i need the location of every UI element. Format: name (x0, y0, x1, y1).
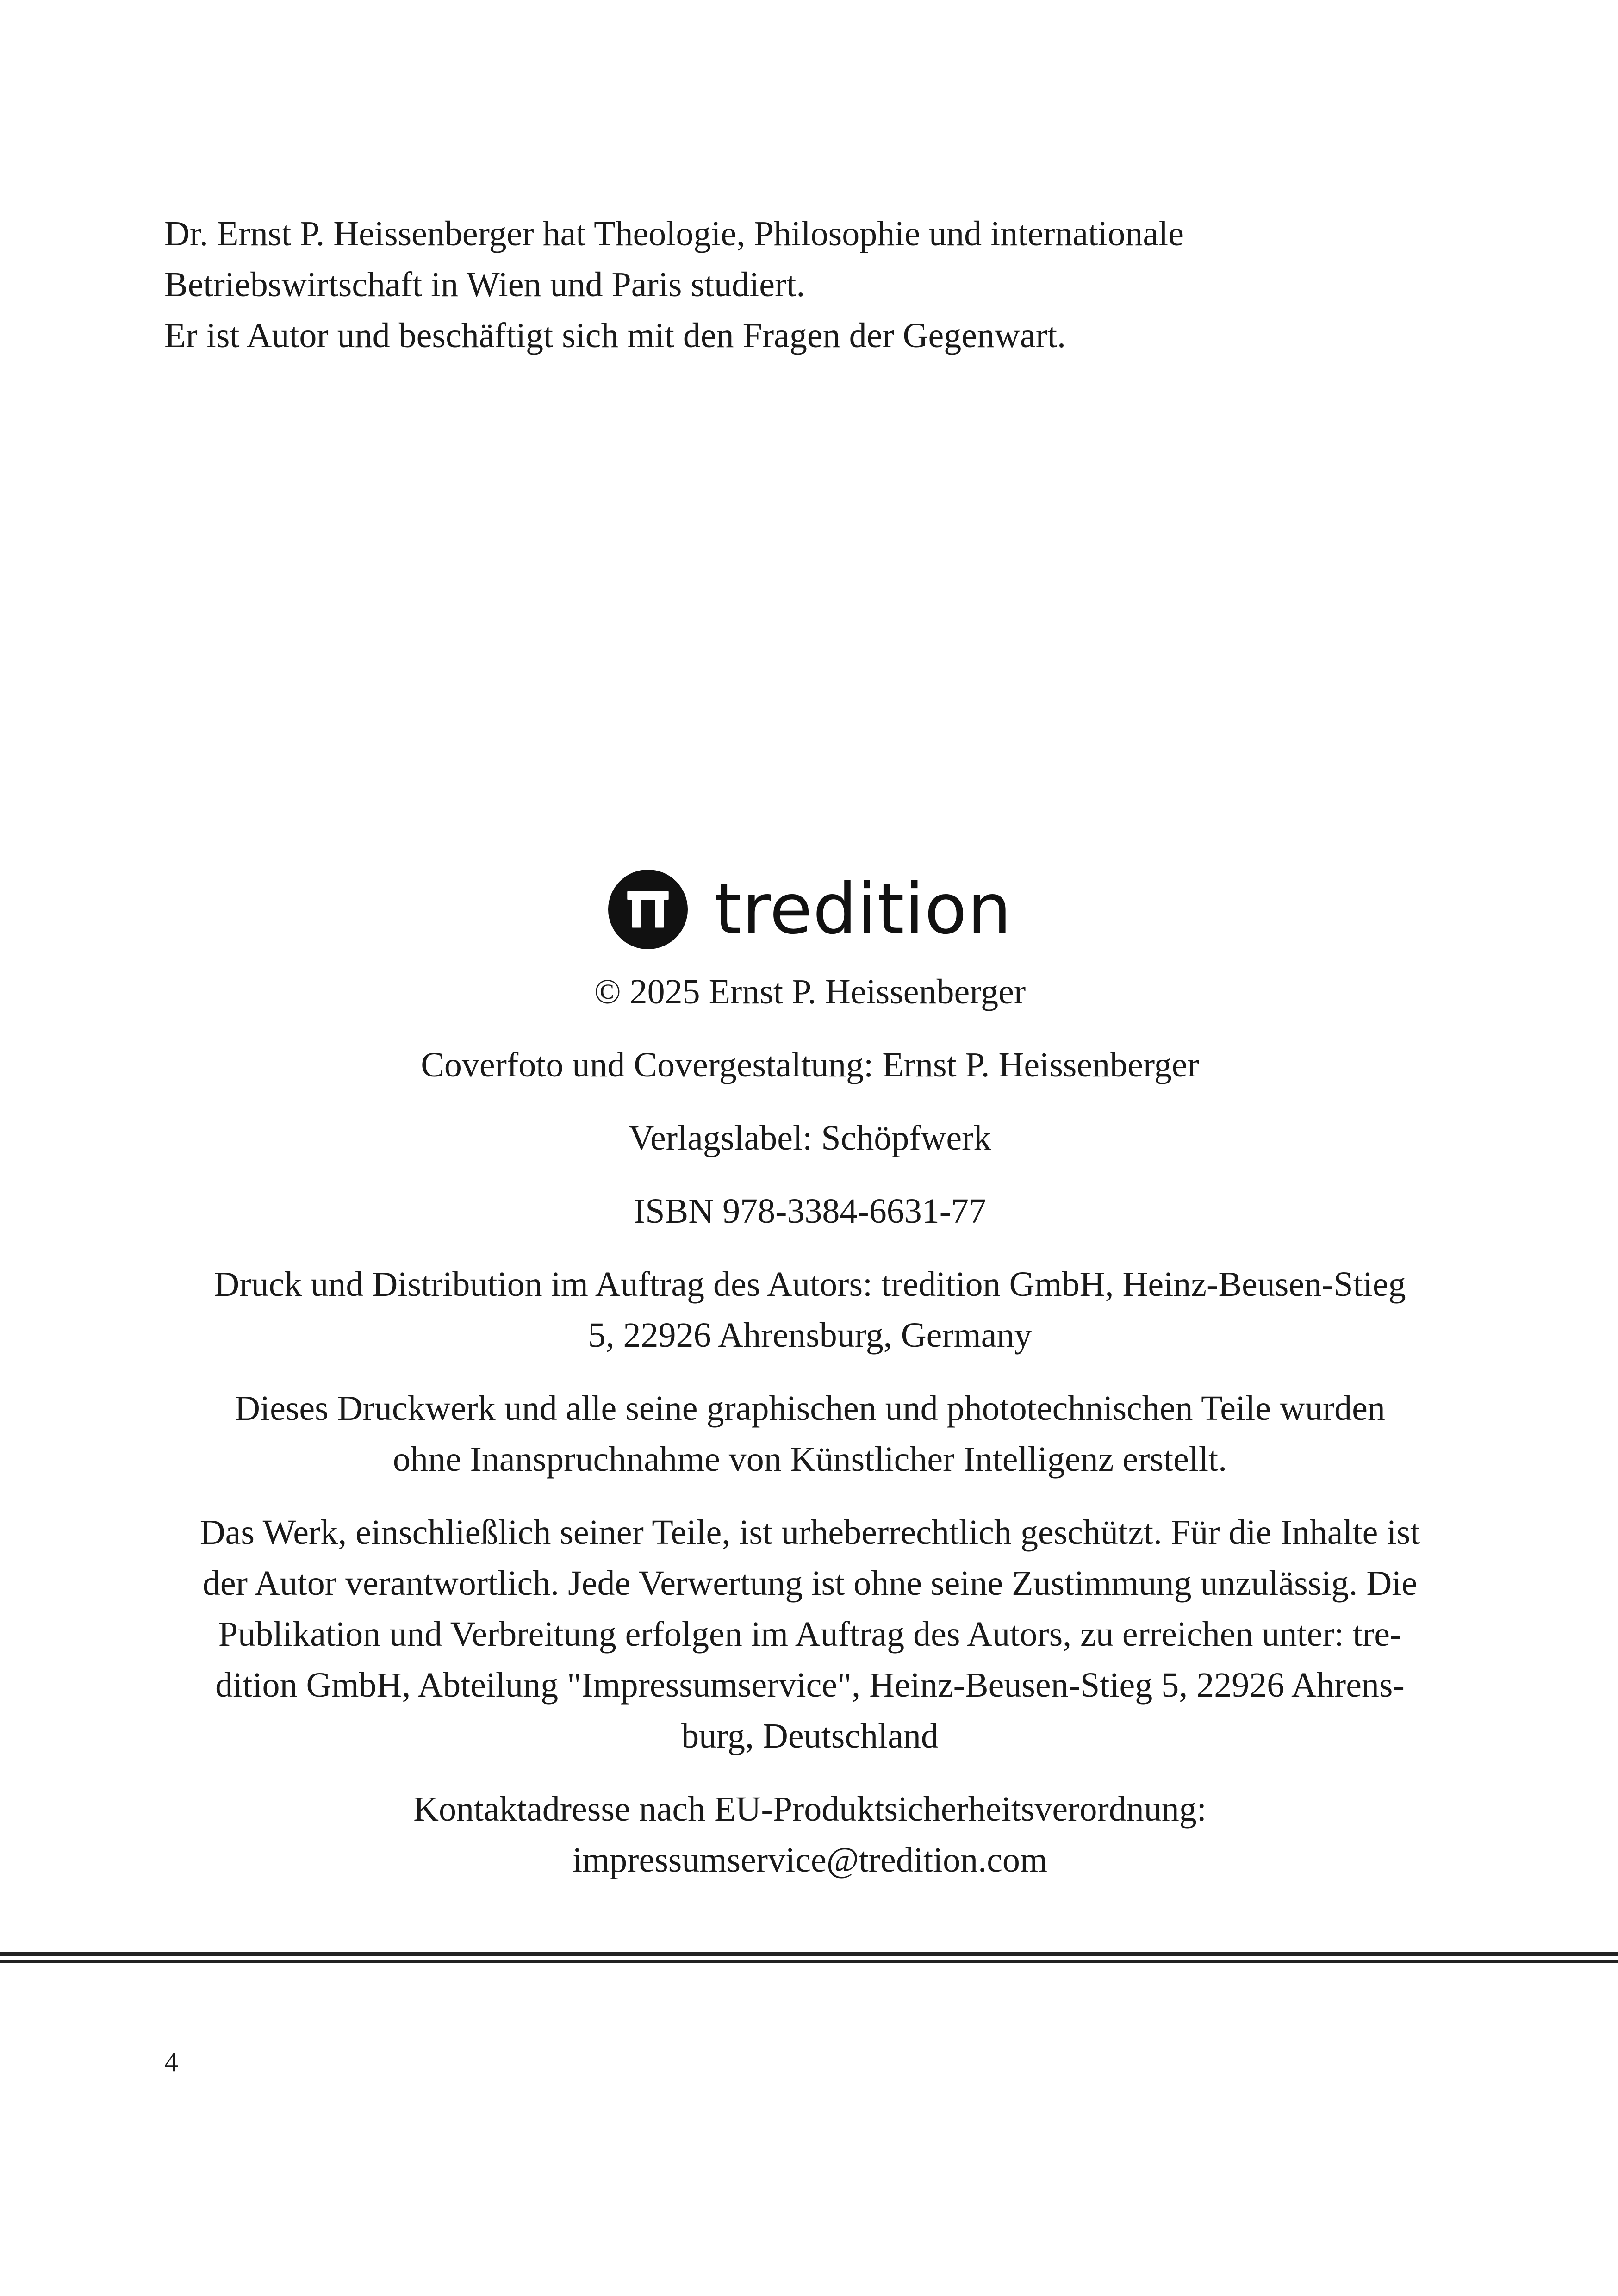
rights-line: burg, Deutschland (681, 1717, 939, 1755)
author-bio-line: Betriebswirtschaft in Wien und Paris studiert. (164, 265, 805, 304)
contact-email: impressumservice@tredition.com (572, 1841, 1048, 1879)
divider-line-thick (0, 1952, 1618, 1956)
contact-line: Kontaktadresse nach EU-Produktsicherheitsverordnung: (413, 1790, 1207, 1829)
printing-distribution-notice (164, 1259, 1456, 1361)
rights-line: dition GmbH, Abteilung "Impressumservice", Heinz-Beusen-Stieg 5, 22926 Ahrens- (215, 1666, 1405, 1705)
isbn: ISBN 978-3384-6631-77 (633, 1192, 987, 1231)
footer-divider (0, 1952, 1618, 1963)
page-number: 4 (164, 2047, 178, 2077)
copyright-rights-notice (164, 1507, 1456, 1761)
publisher-label: Verlagslabel: Schöpfwerk (629, 1119, 991, 1157)
tredition-logo-icon (608, 870, 688, 949)
rights-line: Das Werk, einschließlich seiner Teile, ist urheberrechtlich geschützt. Für die Inhalte ist (199, 1513, 1420, 1552)
copyright-notice: © 2025 Ernst P. Heissenberger (594, 972, 1026, 1011)
printing-line: 5, 22926 Ahrensburg, Germany (588, 1316, 1032, 1355)
rights-line: der Autor verantwortlich. Jede Verwertung ist ohne seine Zustimmung unzulässig. Die (202, 1564, 1418, 1603)
no-ai-line: Dieses Druckwerk und alle seine graphischen und phototechnischen Teile wurden (235, 1389, 1385, 1428)
divider-line-thin (0, 1960, 1618, 1963)
no-ai-notice (164, 1383, 1456, 1485)
author-bio-line: Er ist Autor und beschäftigt sich mit den Fragen der Gegenwart. (164, 316, 1066, 355)
author-bio-line: Dr. Ernst P. Heissenberger hat Theologie, Philosophie und internationale (164, 214, 1184, 253)
author-bio (164, 208, 1460, 361)
publisher-logo (164, 865, 1456, 953)
contact-address (164, 1784, 1456, 1885)
cover-credit: Coverfoto und Covergestaltung: Ernst P. Heissenberger (421, 1045, 1199, 1084)
printing-line: Druck und Distribution im Auftrag des Autors: tredition GmbH, Heinz-Beusen-Stieg (214, 1265, 1406, 1304)
publisher-name: tredition (714, 869, 1012, 950)
imprint-section (164, 865, 1456, 1908)
rights-line: Publikation und Verbreitung erfolgen im Auftrag des Autors, zu erreichen unter: tre- (218, 1615, 1402, 1654)
no-ai-line: ohne Inanspruchnahme von Künstlicher Intelligenz erstellt. (392, 1440, 1227, 1479)
